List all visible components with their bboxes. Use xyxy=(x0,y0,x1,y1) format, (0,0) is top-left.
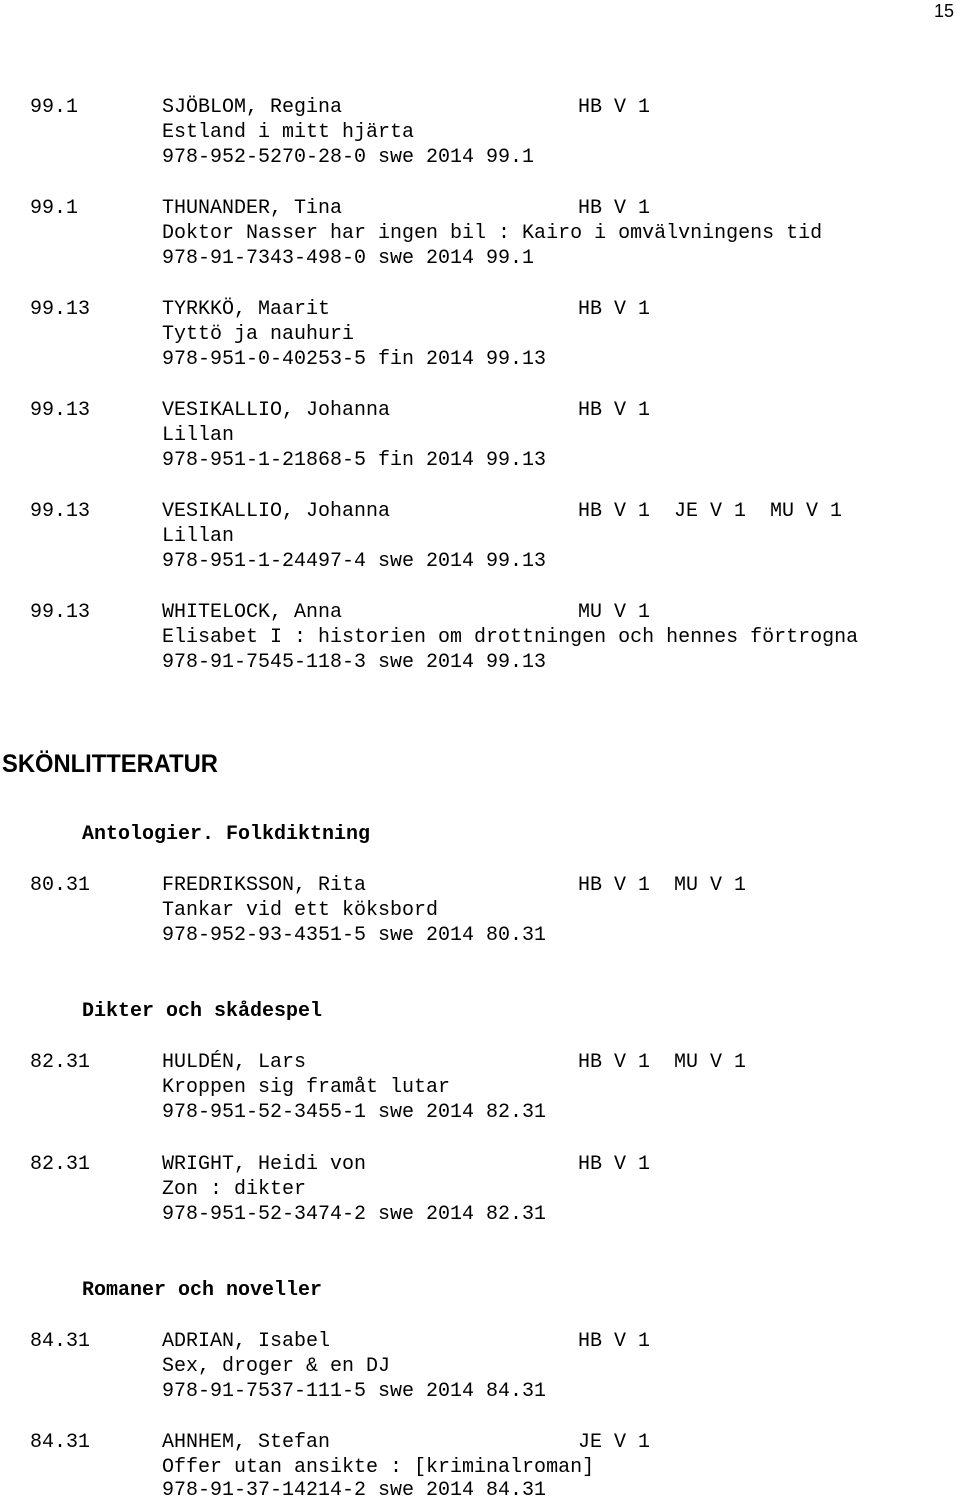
author: FREDRIKSSON, Rita xyxy=(162,874,367,897)
title: Doktor Nasser har ingen bil : Kairo i omvälvningens tid xyxy=(162,222,823,245)
classification-number: 80.31 xyxy=(30,874,91,897)
subsection-heading: Dikter och skådespel xyxy=(82,1000,323,1023)
page-number: 15 xyxy=(934,1,955,21)
holdings: HB V 1 MU V 1 xyxy=(578,874,747,897)
isbn-line: 978-951-52-3474-2 swe 2014 82.31 xyxy=(162,1203,547,1226)
title: Offer utan ansikte : [kriminalroman] xyxy=(162,1456,595,1479)
title: Tyttö ja nauhuri xyxy=(162,323,355,346)
author: TYRKKÖ, Maarit xyxy=(162,298,331,321)
classification-number: 99.1 xyxy=(30,96,79,119)
holdings: HB V 1 xyxy=(578,1153,651,1176)
author: ADRIAN, Isabel xyxy=(162,1330,331,1353)
holdings: HB V 1 xyxy=(578,197,651,220)
title: Elisabet I : historien om drottningen och hennes förtrogna xyxy=(162,626,859,649)
section-heading: SKÖNLITTERATUR xyxy=(2,750,218,778)
isbn-line: 978-91-7545-118-3 swe 2014 99.13 xyxy=(162,651,547,674)
holdings: HB V 1 xyxy=(578,399,651,422)
holdings: HB V 1 MU V 1 xyxy=(578,1051,747,1074)
classification-number: 82.31 xyxy=(30,1153,91,1176)
isbn-line: 978-952-5270-28-0 swe 2014 99.1 xyxy=(162,146,535,169)
holdings: HB V 1 xyxy=(578,96,651,119)
title: Sex, droger & en DJ xyxy=(162,1355,391,1378)
classification-number: 99.13 xyxy=(30,298,91,321)
classification-number: 99.13 xyxy=(30,601,91,624)
classification-number: 82.31 xyxy=(30,1051,91,1074)
author: WRIGHT, Heidi von xyxy=(162,1153,367,1176)
holdings: HB V 1 xyxy=(578,298,651,321)
subsection-heading: Romaner och noveller xyxy=(82,1279,323,1302)
isbn-line: 978-91-7537-111-5 swe 2014 84.31 xyxy=(162,1380,547,1403)
author: HULDÉN, Lars xyxy=(162,1051,307,1074)
title: Estland i mitt hjärta xyxy=(162,121,415,144)
author: VESIKALLIO, Johanna xyxy=(162,399,391,422)
author: THUNANDER, Tina xyxy=(162,197,343,220)
subsection-heading: Antologier. Folkdiktning xyxy=(82,823,371,846)
classification-number: 99.1 xyxy=(30,197,79,220)
classification-number: 99.13 xyxy=(30,500,91,523)
author: SJÖBLOM, Regina xyxy=(162,96,343,119)
classification-number: 84.31 xyxy=(30,1330,91,1353)
author: VESIKALLIO, Johanna xyxy=(162,500,391,523)
holdings: MU V 1 xyxy=(578,601,651,624)
title: Tankar vid ett köksbord xyxy=(162,899,439,922)
isbn-line: 978-91-7343-498-0 swe 2014 99.1 xyxy=(162,247,535,270)
title: Kroppen sig framåt lutar xyxy=(162,1076,451,1099)
holdings: HB V 1 xyxy=(578,1330,651,1353)
title: Zon : dikter xyxy=(162,1178,307,1201)
isbn-line: 978-951-52-3455-1 swe 2014 82.31 xyxy=(162,1101,547,1124)
isbn-line: 978-952-93-4351-5 swe 2014 80.31 xyxy=(162,924,547,947)
isbn-line: 978-91-37-14214-2 swe 2014 84.31 xyxy=(162,1479,547,1502)
classification-number: 99.13 xyxy=(30,399,91,422)
classification-number: 84.31 xyxy=(30,1431,91,1454)
holdings: HB V 1 JE V 1 MU V 1 xyxy=(578,500,843,523)
author: WHITELOCK, Anna xyxy=(162,601,343,624)
title: Lillan xyxy=(162,424,235,447)
isbn-line: 978-951-1-24497-4 swe 2014 99.13 xyxy=(162,550,547,573)
isbn-line: 978-951-1-21868-5 fin 2014 99.13 xyxy=(162,449,547,472)
title: Lillan xyxy=(162,525,235,548)
isbn-line: 978-951-0-40253-5 fin 2014 99.13 xyxy=(162,348,547,371)
author: AHNHEM, Stefan xyxy=(162,1431,331,1454)
holdings: JE V 1 xyxy=(578,1431,651,1454)
